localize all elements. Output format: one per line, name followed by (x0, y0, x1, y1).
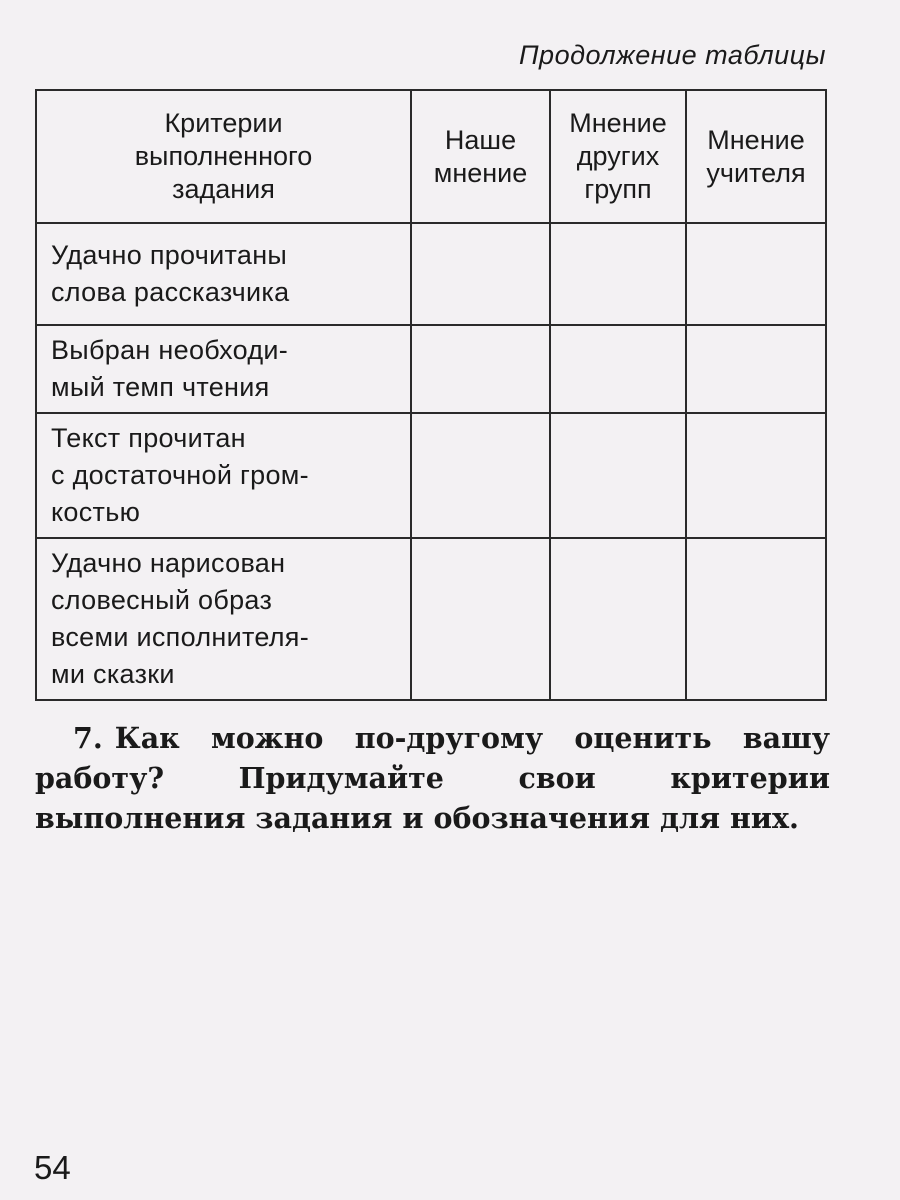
our-opinion-cell[interactable] (411, 538, 550, 700)
teacher-opinion-cell[interactable] (686, 223, 826, 325)
table-row (36, 325, 826, 413)
task-number: 7. (73, 721, 103, 755)
table-row (36, 413, 826, 538)
our-opinion-cell[interactable] (411, 325, 550, 413)
evaluation-criteria-table (35, 89, 827, 701)
other-groups-opinion-cell[interactable] (550, 413, 686, 538)
criterion-cell: Текст прочитан с достаточной гром- костью (36, 413, 411, 538)
column-header-teacher-opinion: Мнение учителя (686, 90, 826, 223)
teacher-opinion-cell[interactable] (686, 413, 826, 538)
page-number: 54 (34, 1149, 71, 1186)
table-row (36, 538, 826, 700)
teacher-opinion-cell[interactable] (686, 325, 826, 413)
column-header-other-groups-opinion: Мнение других групп (550, 90, 686, 223)
other-groups-opinion-cell[interactable] (550, 538, 686, 700)
criterion-cell: Удачно нарисован словесный образ всеми исполнителя- ми сказки (36, 538, 411, 700)
table-continuation-caption: Продолжение таблицы (518, 40, 826, 70)
criterion-cell: Удачно прочитаны слова рассказчика (36, 223, 411, 325)
table-header-row (36, 90, 826, 223)
our-opinion-cell[interactable] (411, 223, 550, 325)
task-text: Как можно по-другому оценить вашу работу? Придумайте свои критерии выполнения задания и обозначения для них. (35, 721, 830, 835)
criterion-cell: Выбран необходи- мый темп чтения (36, 325, 411, 413)
table-row (36, 223, 826, 325)
other-groups-opinion-cell[interactable] (550, 325, 686, 413)
other-groups-opinion-cell[interactable] (550, 223, 686, 325)
column-header-criteria: Критерии выполненного задания (36, 90, 411, 223)
column-header-our-opinion: Наше мнение (411, 90, 550, 223)
teacher-opinion-cell[interactable] (686, 538, 826, 700)
our-opinion-cell[interactable] (411, 413, 550, 538)
task-7 (35, 718, 830, 838)
